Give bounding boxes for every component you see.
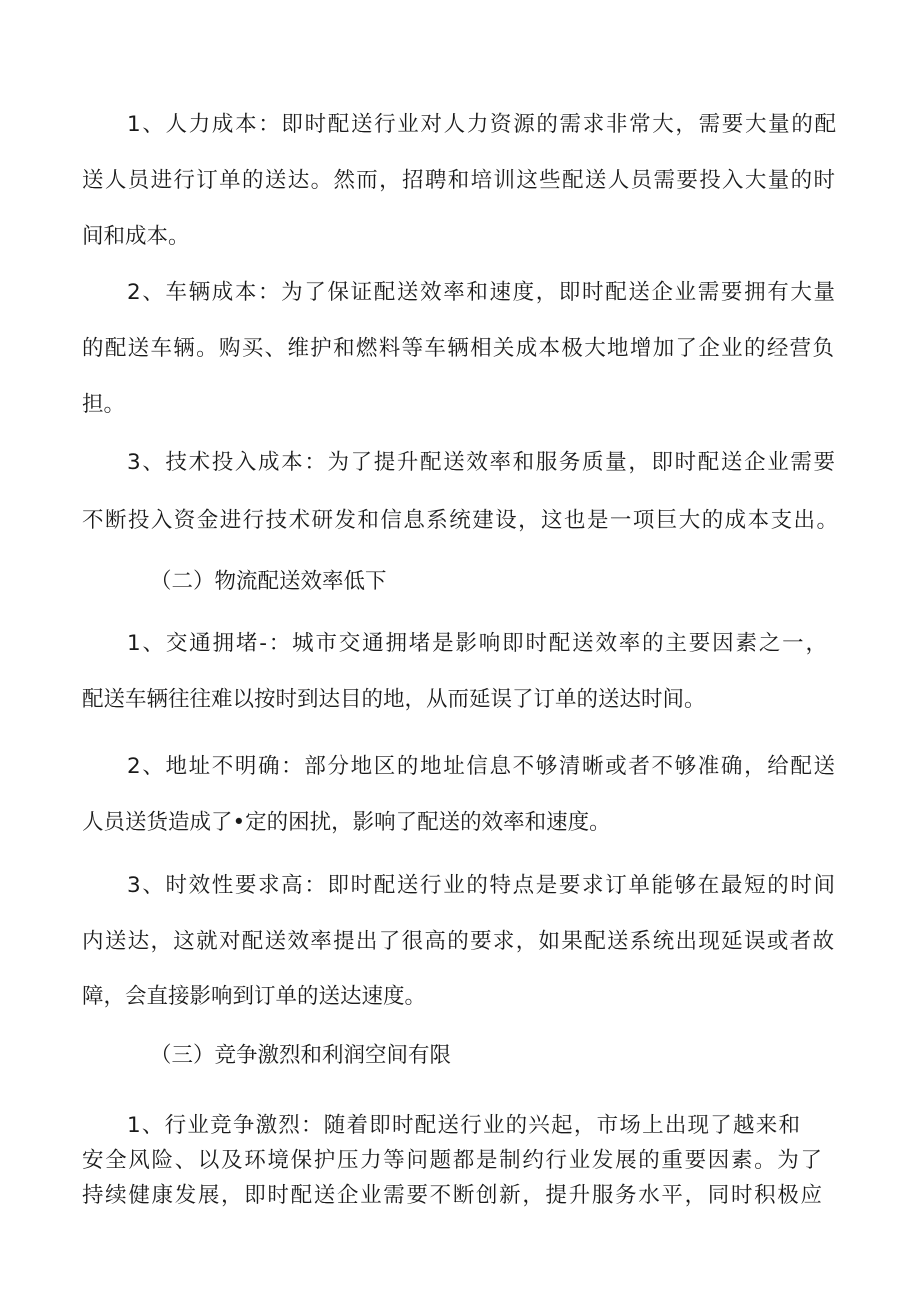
paragraph-5-line-2: 人员送货造成了•定的困扰，影响了配送的效率和速度。 [82,810,611,835]
section-heading-2: （二）物流配送效率低下 [150,569,387,594]
section-heading-3: （三）竞争激烈和利润空间有限 [150,1043,452,1068]
paragraph-6-line-2: 内送达，这就对配送效率提出了很高的要求，如果配送系统出现延误或者故 [82,929,834,954]
paragraph-1-line-2: 送人员进行订单的送达。然而，招聘和培训这些配送人员需要投入大量的时 [82,168,835,193]
paragraph-4-line-2: 配送车辆往往难以按时到达目的地，从而延误了订单的送达时间。 [82,687,706,712]
paragraph-5-line-1: 2、地址不明确：部分地区的地址信息不够清晰或者不够准确，给配送 [127,754,835,779]
paragraph-7-line-3: 持续健康发展，即时配送企业需要不断创新，提升服务水平，同时积极应 [82,1183,822,1208]
paragraph-7-line-1: 1、行业竞争激烈：随着即时配送行业的兴起，市场上出现了越来和 [127,1113,800,1138]
paragraph-3-line-2: 不断投入资金进行技术研发和信息系统建设，这也是一项巨大的成本支出。 [82,508,838,533]
paragraph-6-line-3: 障，会直接影响到订单的送达速度。 [82,984,427,1009]
paragraph-1-line-3: 间和成本。 [82,224,190,249]
paragraph-7-line-2: 安全风险、以及环境保护压力等问题都是制约行业发展的重要因素。为了 [82,1148,822,1173]
paragraph-1-line-1: 1、人力成本：即时配送行业对人力资源的需求非常大，需要大量的配 [127,112,836,137]
paragraph-4-line-1: 1、交通拥堵-：城市交通拥堵是影响即时配送效率的主要因素之一， [127,631,827,656]
paragraph-2-line-1: 2、车辆成本：为了保证配送效率和速度，即时配送企业需要拥有大量 [127,280,835,305]
paragraph-3-line-1: 3、技术投入成本：为了提升配送效率和服务质量，即时配送企业需要 [127,450,835,475]
paragraph-2-line-2: 的配送车辆。购买、维护和燃料等车辆相关成本极大地增加了企业的经营负 [82,336,834,361]
paragraph-6-line-1: 3、时效性要求高：即时配送行业的特点是要求订单能够在最短的时间 [127,873,835,898]
paragraph-2-line-3: 担。 [82,392,126,417]
